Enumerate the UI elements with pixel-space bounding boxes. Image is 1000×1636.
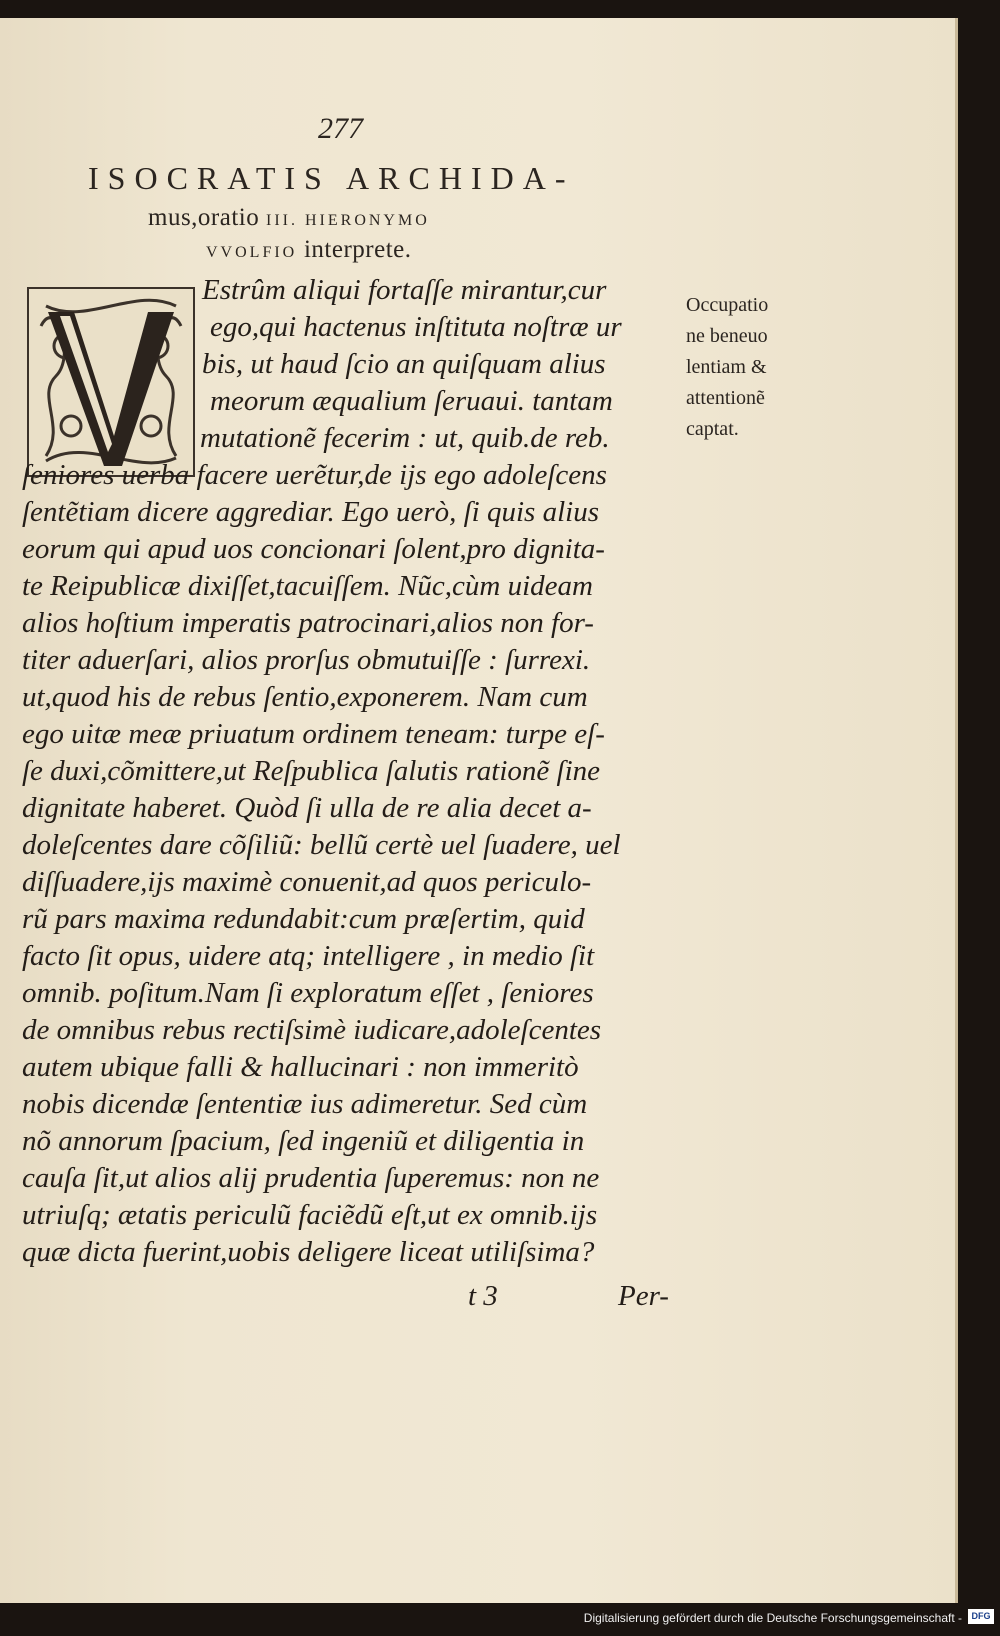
text-line: ego,qui hactenus inſtituta noſtræ ur <box>210 311 622 343</box>
dfg-logo-icon: DFG <box>968 1609 994 1624</box>
book-page <box>0 18 958 1603</box>
text-line: dignitate haberet. Quòd ſi ulla de re alia decet a- <box>22 792 592 824</box>
margin-note-line: captat. <box>686 418 739 440</box>
margin-note-line: ne beneuo <box>686 325 768 347</box>
text-line: alios hoſtium imperatis patrocinari,alios non for- <box>22 607 594 639</box>
text-line: omnib. poſitum.Nam ſi exploratum eſſet , ſeniores <box>22 977 594 1009</box>
text-line: eorum qui apud uos concionari ſolent,pro dignita- <box>22 533 605 565</box>
title-line-2 <box>148 204 430 232</box>
text-line: cauſa ſit,ut alios alij prudentia ſuperemus: non ne <box>22 1162 600 1194</box>
text-line: ego uitæ meæ priuatum ordinem teneam: turpe eſ- <box>22 718 605 750</box>
text-line: bis, ut haud ſcio an quiſquam alius <box>202 348 606 380</box>
footer-bar <box>0 1603 1000 1636</box>
margin-note-line: attentionẽ <box>686 387 765 409</box>
title-line-3-text: interprete. <box>297 236 412 263</box>
text-line: ſeniores uerba facere uerẽtur,de ijs ego adoleſcens <box>22 459 607 491</box>
text-line: rũ pars maxima redundabit:cum præſertim, quid <box>22 903 585 935</box>
text-line: Estrûm aliqui fortaſſe mirantur,cur <box>202 274 607 306</box>
signature-mark: t 3 <box>468 1280 498 1312</box>
text-line: facto ſit opus, uidere atq; intelligere , in medio ſit <box>22 940 595 972</box>
catchword: Per- <box>618 1280 669 1312</box>
title-line-3-caps: VVOLFIO <box>206 244 298 261</box>
title-line-3 <box>206 236 412 264</box>
margin-note-line: lentiam & <box>686 356 767 378</box>
page-number: 277 <box>318 112 363 145</box>
title-line-2-text: mus,oratio <box>148 204 266 231</box>
text-line: te Reipublicæ dixiſſet,tacuiſſem. Nũc,cùm uideam <box>22 570 593 602</box>
text-line: nobis dicendæ ſententiæ ius adimeretur. Sed cùm <box>22 1088 588 1120</box>
text-line: doleſcentes dare cõſiliũ: bellũ certè uel ſuadere, uel <box>22 829 621 861</box>
text-line: de omnibus rebus rectiſsimè iudicare,adoleſcentes <box>22 1014 602 1046</box>
text-line: titer aduerſari, alios prorſus obmutuiſſe : ſurrexi. <box>22 644 591 676</box>
title-line-2-caps: III. HIERONYMO <box>266 212 430 229</box>
title-line-1: ISOCRATIS ARCHIDA- <box>88 160 575 196</box>
text-line: diſſuadere,ijs maximè conuenit,ad quos periculo- <box>22 866 592 898</box>
margin-note <box>686 290 768 445</box>
text-line: utriuſq; ætatis periculũ faciẽdũ eſt,ut ex omnib.ijs <box>22 1199 598 1231</box>
text-line: autem ubique falli & hallucinari : non immeritò <box>22 1051 579 1083</box>
text-line: nõ annorum ſpacium, ſed ingeniũ et diligentia in <box>22 1125 585 1157</box>
text-line: meorum æqualium ſeruaui. tantam <box>210 385 613 417</box>
text-line: ſe duxi,cõmittere,ut Reſpublica ſalutis rationẽ ſine <box>22 755 601 787</box>
text-line: ut,quod his de rebus ſentio,exponerem. Nam cum <box>22 681 588 713</box>
funding-notice: Digitalisierung gefördert durch die Deutsche Forschungsgemeinschaft - <box>583 1611 962 1625</box>
text-line: quæ dicta fuerint,uobis deligere liceat utiliſsima? <box>22 1236 595 1268</box>
text-line: mutationẽ fecerim : ut, quib.de reb. <box>200 422 610 454</box>
text-line: ſentẽtiam dicere aggrediar. Ego uerò, ſi quis alius <box>22 496 599 528</box>
margin-note-line: Occupatio <box>686 294 769 316</box>
decorated-initial-v-icon <box>26 286 196 478</box>
